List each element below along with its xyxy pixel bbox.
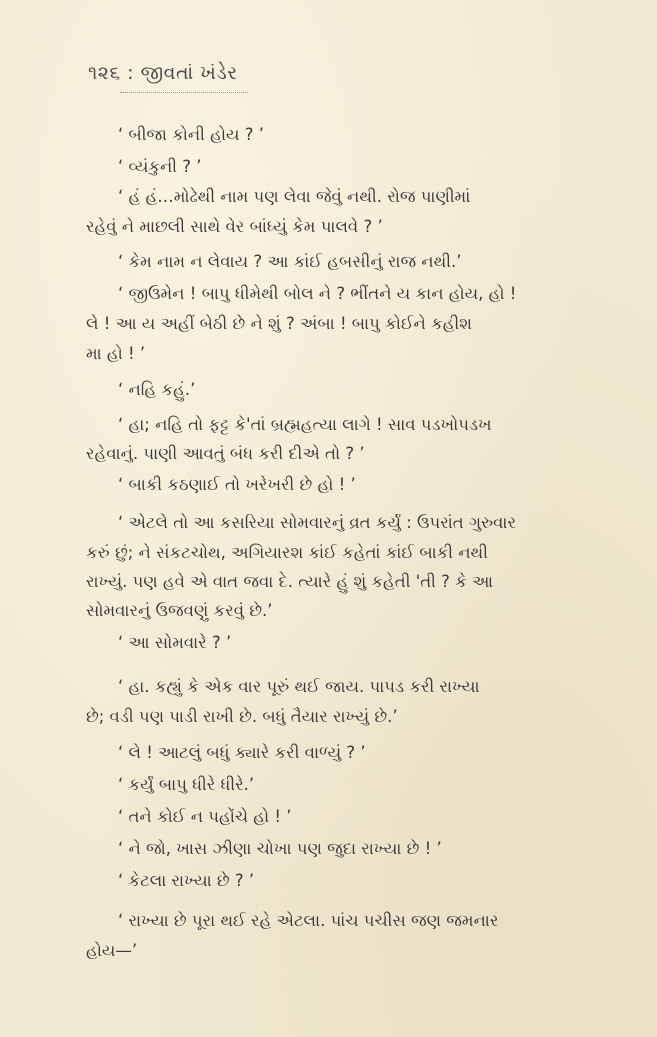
- text-line: સોમવારનું ઉજવણું કરવું છે.’: [86, 601, 273, 620]
- text-line: ‘ ને જો, ખાસ ઝીણા ચોખા પણ જુદા રાખ્યા છે ! ’: [118, 839, 442, 858]
- text-line: ‘ કેમ નામ ન લેવાય ? આ કાંઈ હબસીનું રાજ નથી.’: [118, 252, 462, 271]
- text-line: મા હો ! ’: [86, 344, 146, 363]
- text-line: ‘ કેટલા રાખ્યા છે ? ’: [118, 871, 255, 890]
- text-line: છે; વડી પણ પાડી રાખી છે. બધું તૈયાર રાખ્યું છે.’: [86, 707, 398, 726]
- running-head: ૧૨૬ : જીવતાં ખંડેર: [88, 62, 238, 84]
- text-line: લે ! આ ય અહીં બેઠી છે ને શું ? અંબા ! બાપુ કોઈને કહીશ: [86, 314, 472, 333]
- text-line: રાખ્યું. પણ હવે એ વાત જવા દે. ત્યારે હું શું કહેતી 'તી ? કે આ: [86, 572, 494, 591]
- text-line: ‘ બીજા કોની હોય ? ’: [118, 125, 264, 144]
- text-line: ‘ તને કોઈ ન પહોંચે હો ! ’: [118, 807, 292, 826]
- header-underline: [120, 92, 248, 93]
- text-line: ‘ હા; નહિ તો ફટ્ટ કે'તાં બ્રહ્મહત્યા લાગે ! સાવ પડખોપડખ: [118, 415, 492, 434]
- text-line: ‘ હા. કહ્યું કે એક વાર પૂરું થઈ જાય. પાપડ કરી રાખ્યા: [118, 677, 480, 696]
- text-line: કરું છું; ને સંકટચોથ, અગિયારશ કાંઈ કહેતાં કાંઈ બાકી નથી: [86, 543, 488, 562]
- text-line: ‘ જીઉમેન ! બાપુ ધીમેથી બોલ ને ? ભીંતને ય કાન હોય, હો !: [118, 284, 517, 303]
- text-line: ‘ આ સોમવારે ? ’: [118, 633, 232, 652]
- text-line: હોય—’: [86, 941, 138, 960]
- text-line: ‘ હં હં…મોઢેથી નામ પણ લેવા જેવું નથી. રોજ પાણીમાં: [118, 187, 471, 206]
- text-line: રહેવાનું. પાણી આવતું બંધ કરી દીએ તો ? ’: [86, 444, 365, 463]
- text-line: ‘ બાકી કઠણાઈ તો ખરેખરી છે હો ! ’: [118, 475, 356, 494]
- text-line: ‘ રાખ્યા છે પૂરા થઈ રહે એટલા. પાંચ પચીસ જણ જમનાર: [118, 911, 499, 930]
- text-line: ‘ એટલે તો આ કસરિયા સોમવારનું વ્રત કર્યું : ઉપરાંત ગુરુવાર: [118, 513, 516, 532]
- text-line: ‘ લે ! આટલું બધું ક્યારે કરી વાળ્યું ? ’: [118, 743, 366, 762]
- text-line: રહેવું ને માછલી સાથે વેર બાંધ્યું કેમ પાલવે ? ’: [86, 217, 383, 236]
- text-line: ‘ કર્યું બાપુ ધીરે ધીરે.’: [118, 775, 255, 794]
- text-line: ‘ વ્યંકુની ? ’: [118, 157, 202, 176]
- text-line: ‘ નહિ કહું.’: [118, 380, 196, 399]
